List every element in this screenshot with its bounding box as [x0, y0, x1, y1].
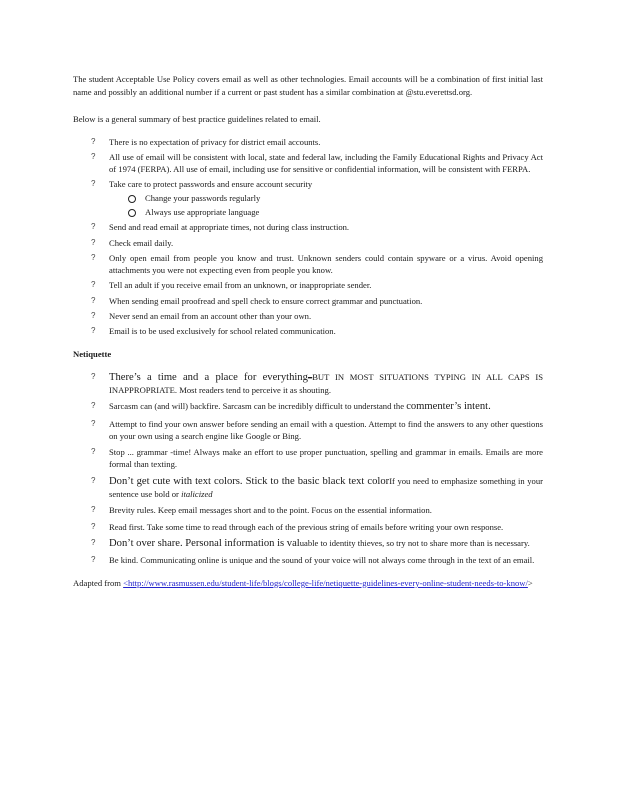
list-item: ? Read first. Take some time to read through each of the previous string of emails before writing your own response. — [91, 521, 504, 532]
bullet-icon: ? — [91, 475, 96, 485]
list-item: ? Send and read email at appropriate times, not during class instruction. — [91, 222, 350, 233]
list-item: ? Be kind. Communicating online is unique and the sound of your voice will not always come through in the text of an email. — [91, 555, 535, 566]
list-item: ? Don’t get cute with text colors. Stick to the basic black text colorIf you need to emphasize something in your sentence use bold or italicized — [91, 475, 544, 500]
list-item: ? Never send an email from an account other than your own. — [91, 311, 312, 322]
document-page — [73, 73, 543, 589]
intro-paragraph: The student Acceptable Use Policy covers email as well as other technologies. Email accounts will be a combination of first initial last name and possibly an additional number if a current or past student has a similar combination at @stu.everettsd.org. — [73, 74, 543, 97]
bullet-icon: ? — [91, 136, 96, 146]
bullet-icon: ? — [91, 280, 96, 290]
security-sublist — [109, 192, 543, 219]
bullet-icon: ? — [91, 418, 96, 428]
circle-bullet-icon — [128, 195, 136, 203]
bullet-icon: ? — [91, 521, 96, 531]
bullet-icon: ? — [91, 151, 96, 161]
bullet-icon: ? — [91, 295, 96, 305]
list-item: ? Check email daily. — [91, 237, 174, 248]
bullet-icon: ? — [91, 222, 96, 232]
summary-paragraph: Below is a general summary of best practice guidelines related to email. — [73, 114, 321, 124]
list-item: ? Stop ... grammar -time! Always make an effort to use proper punctuation, spelling and grammar in emails. Emails are more formal than texting. — [91, 447, 543, 470]
list-item: ? Take care to protect passwords and ensure account security Change your passwords regularly Always use appropriate language — [73, 178, 543, 218]
list-item: ? Don’t over share. Personal information is valuable to identity thieves, so try not to share more than is necessary. — [91, 537, 530, 549]
netiquette-list — [73, 371, 543, 567]
list-item: ? Email is to be used exclusively for school related communication. — [91, 326, 336, 337]
list-item: ? Sarcasm can (and will) backfire. Sarcasm can be incredibly difficult to understand the commenter’s intent. — [91, 401, 491, 413]
bullet-icon: ? — [91, 326, 96, 336]
list-item: ? Tell an adult if you receive email from an unknown, or inappropriate sender. — [91, 280, 372, 291]
list-item: ? All use of email will be consistent with local, state and federal law, including the Family Educational Rights and Privacy Act of 1974 (FERPA). All use of email, including use for sensitive or confidential information, will be consistent with FERPA. — [91, 151, 543, 175]
source-citation: Adapted from <http://www.rasmussen.edu/student-life/blogs/college-life/netiquette-guidelines-every-online-student-needs-to-know/> — [73, 577, 533, 588]
bullet-icon: ? — [91, 555, 96, 565]
sub-list-item: Always use appropriate language — [109, 206, 543, 218]
list-item: ? Brevity rules. Keep email messages short and to the point. Focus on the essential information. — [91, 505, 432, 516]
practices-list — [73, 136, 543, 338]
bullet-icon: ? — [91, 401, 96, 411]
circle-bullet-icon — [128, 209, 136, 217]
bullet-icon: ? — [91, 237, 96, 247]
source-link[interactable]: <http://www.rasmussen.edu/student-life/blogs/college-life/netiquette-guidelines-every-online-student-needs-to-know/ — [123, 577, 528, 588]
bullet-icon: ? — [91, 252, 96, 262]
bullet-icon: ? — [91, 179, 96, 189]
bullet-icon: ? — [91, 537, 96, 547]
sub-list-item: Change your passwords regularly — [109, 192, 543, 204]
list-item: ? When sending email proofread and spell check to ensure correct grammar and punctuation. — [91, 295, 423, 306]
list-item: ? Attempt to find your own answer before sending an email with a question. Attempt to find the answers to any other questions on your own using a search engine like Google or Bing. — [91, 418, 543, 441]
bullet-icon: ? — [91, 311, 96, 321]
list-item: ? Only open email from people you know and trust. Unknown senders could contain spyware or a virus. Avoid opening attachments you were not expecting even from people you know. — [91, 252, 543, 276]
bullet-icon: ? — [91, 505, 96, 515]
list-item: ? There is no expectation of privacy for district email accounts. — [91, 136, 321, 147]
bullet-icon: ? — [91, 371, 96, 381]
netiquette-heading: Netiquette — [73, 348, 112, 359]
bullet-icon: ? — [91, 447, 96, 457]
list-item: ? There’s a time and a place for everything–BUT IN MOST SITUATIONS TYPING IN ALL CAPS IS INAPPROPRIATE. Most readers tend to perceive it as shouting. — [91, 371, 543, 395]
